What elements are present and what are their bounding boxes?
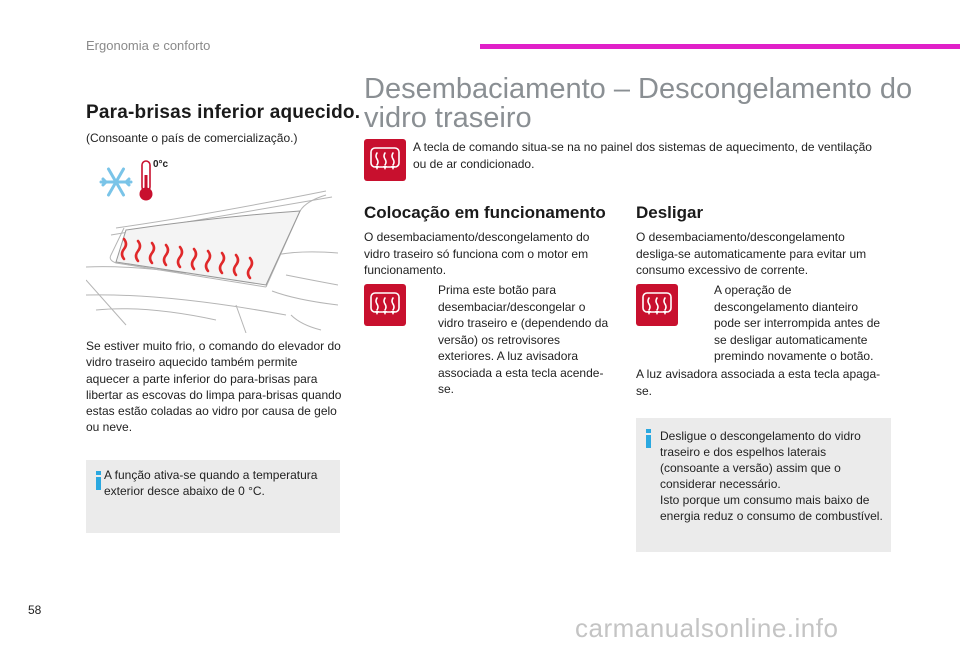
temperature-label: 0°c [153,159,169,170]
switch-off-text: O desembaciamento/descongelamento desliga-se automaticamente para evitar um consumo excessivo de corrente. [636,230,867,277]
info-note-left [86,460,340,533]
info-note-text: A função ativa-se quando a temperatura exterior desce abaixo de 0 °C. [104,468,318,498]
switch-on-instruction: Prima este botão para desembaciar/descongelar o vidro traseiro e (dependendo da versão) os retrovisores exteriores. A luz avisadora associada a esta tecla acende-se. [438,283,609,396]
rear-demist-button-icon [364,284,406,326]
heated-windscreen-description: Se estiver muito frio, o comando do elevador do vidro traseiro aquecido também permite aquecer a parte inferior do para-brisas para libertar as escovas do limpa para-brisas quando estas estão coladas ao vidro por causa de gelo ou neve. [86,339,342,435]
thermometer-icon [140,161,153,201]
switch-off-instruction: A operação de descongelamento dianteiro pode ser interrompida antes de se desligar automaticamente premindo novamente o botão. [714,283,881,363]
windscreen-drawing [86,155,338,333]
switch-on-text: O desembaciamento/descongelamento do vidro traseiro só funciona com o motor em funcionamento. [364,230,590,277]
rear-demist-button-icon [364,139,406,181]
watermark: carmanualsonline.info [575,613,839,643]
warning-light-off-text: A luz avisadora associada a esta tecla apaga-se. [636,367,881,398]
info-note-right [636,418,891,552]
section-header: Ergonomia e conforto [86,38,211,53]
control-location-text: A tecla de comando situa-se na no painel dos sistemas de aquecimento, de ventilação ou de ar condicionado. [413,140,872,171]
rear-demist-button-icon [636,284,678,326]
switch-off-heading: Desligar [636,203,704,222]
section-accent-bar [480,44,960,49]
info-marker-icon [646,435,651,448]
heated-windscreen-heading: Para-brisas inferior aquecido. [86,102,361,123]
page-number: 58 [28,603,42,617]
switch-on-heading: Colocação em funcionamento [364,203,606,222]
windscreen-illustration [86,155,338,333]
info-marker-icon [96,477,101,490]
page-title: Desembaciamento – Descongelamento do vidro traseiro [364,73,913,134]
info-note-text: Desligue o descongelamento do vidro traseiro e dos espelhos laterais (consoante a versão) assim que o considerar necessário. Isto porque um consumo mais baixo de energia reduz o consumo de combustível. [660,429,883,523]
market-note: (Consoante o país de comercialização.) [86,131,298,145]
snowflake-icon [101,169,131,195]
